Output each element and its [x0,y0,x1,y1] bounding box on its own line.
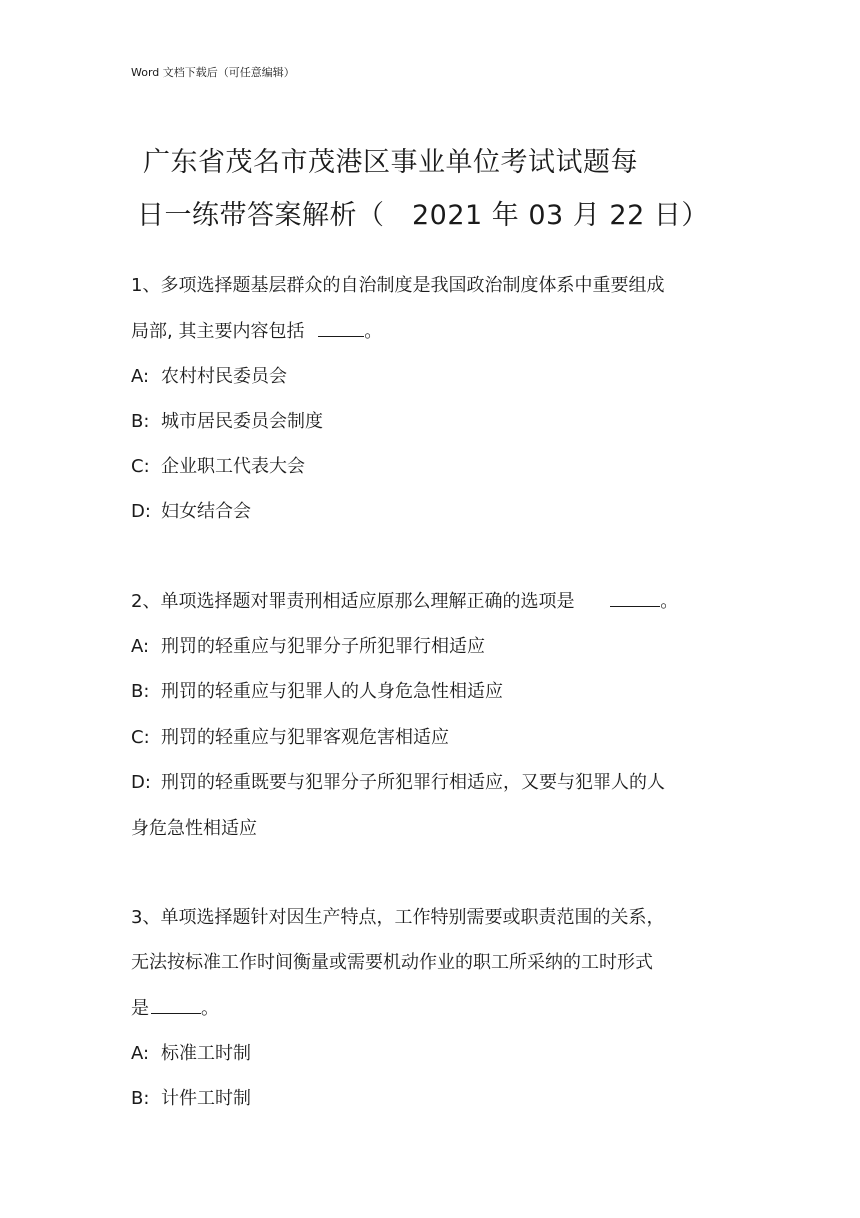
option-label: A: [131,366,150,387]
answer-blank [151,997,201,1014]
option-text: 农村村民委员会 [161,366,287,387]
header-note: Word 文档下载后（可任意编辑） [131,66,295,79]
option-label: B: [131,681,150,702]
question-2-option-b [131,680,503,704]
question-3-option-a [131,1042,251,1066]
option-label: B: [131,411,150,432]
question-1-option-c [131,455,305,479]
answer-blank [318,320,364,337]
question-1-stem-line-2 [131,320,382,344]
question-2-option-a [131,635,485,659]
question-2-stem-end: 。 [660,591,679,612]
option-label: B: [131,1088,150,1109]
question-3-stem-line-3 [131,997,219,1021]
question-1-option-b [131,410,323,434]
option-label: D: [131,772,151,793]
question-1-option-a [131,365,287,389]
question-3-stem-end: 。 [201,998,219,1019]
title-line-2: 日一练带答案解析（ 2021 年 03 月 22 日） [137,200,709,231]
option-text: 企业职工代表大会 [161,456,305,477]
option-text: 刑罚的轻重应与犯罪客观危害相适应 [161,727,449,748]
option-text: 城市居民委员会制度 [161,411,323,432]
option-label: C: [131,727,150,748]
option-text: 刑罚的轻重应与犯罪人的人身危急性相适应 [161,681,503,702]
question-2-option-c [131,726,449,750]
question-3-option-b [131,1087,251,1111]
option-label: A: [131,636,150,657]
question-3-stem-text: 是 [131,998,149,1019]
title-line-1: 广东省茂名市茂港区事业单位考试试题每 [143,147,638,178]
option-label: C: [131,456,150,477]
question-3-stem-line-1: 3、单项选择题针对因生产特点，工作特别需要或职责范围的关系， [131,907,665,928]
question-2-option-d [131,771,665,795]
question-2-option-d-continuation: 身危急性相适应 [131,818,257,839]
answer-blank [610,590,660,607]
option-text: 标准工时制 [161,1043,251,1064]
option-label: D: [131,501,151,522]
option-text: 妇女结合会 [161,501,251,522]
question-1-stem-end: 。 [364,321,383,342]
question-2-stem-text: 2、单项选择题对罪责刑相适应原那么理解正确的选项是 [131,591,575,612]
option-text: 刑罚的轻重应与犯罪分子所犯罪行相适应 [161,636,485,657]
question-2-stem-line-1 [131,590,678,614]
question-3-stem-line-2: 无法按标准工作时间衡量或需要机动作业的职工所采纳的工时形式 [131,952,653,973]
question-1-stem-text: 局部, 其主要内容包括 [131,321,305,342]
option-text: 计件工时制 [161,1088,251,1109]
question-1-stem-line-1: 1、多项选择题基层群众的自治制度是我国政治制度体系中重要组成 [131,275,665,296]
option-text: 刑罚的轻重既要与犯罪分子所犯罪行相适应，又要与犯罪人的人 [161,772,665,793]
option-label: A: [131,1043,150,1064]
question-1-option-d [131,500,251,524]
